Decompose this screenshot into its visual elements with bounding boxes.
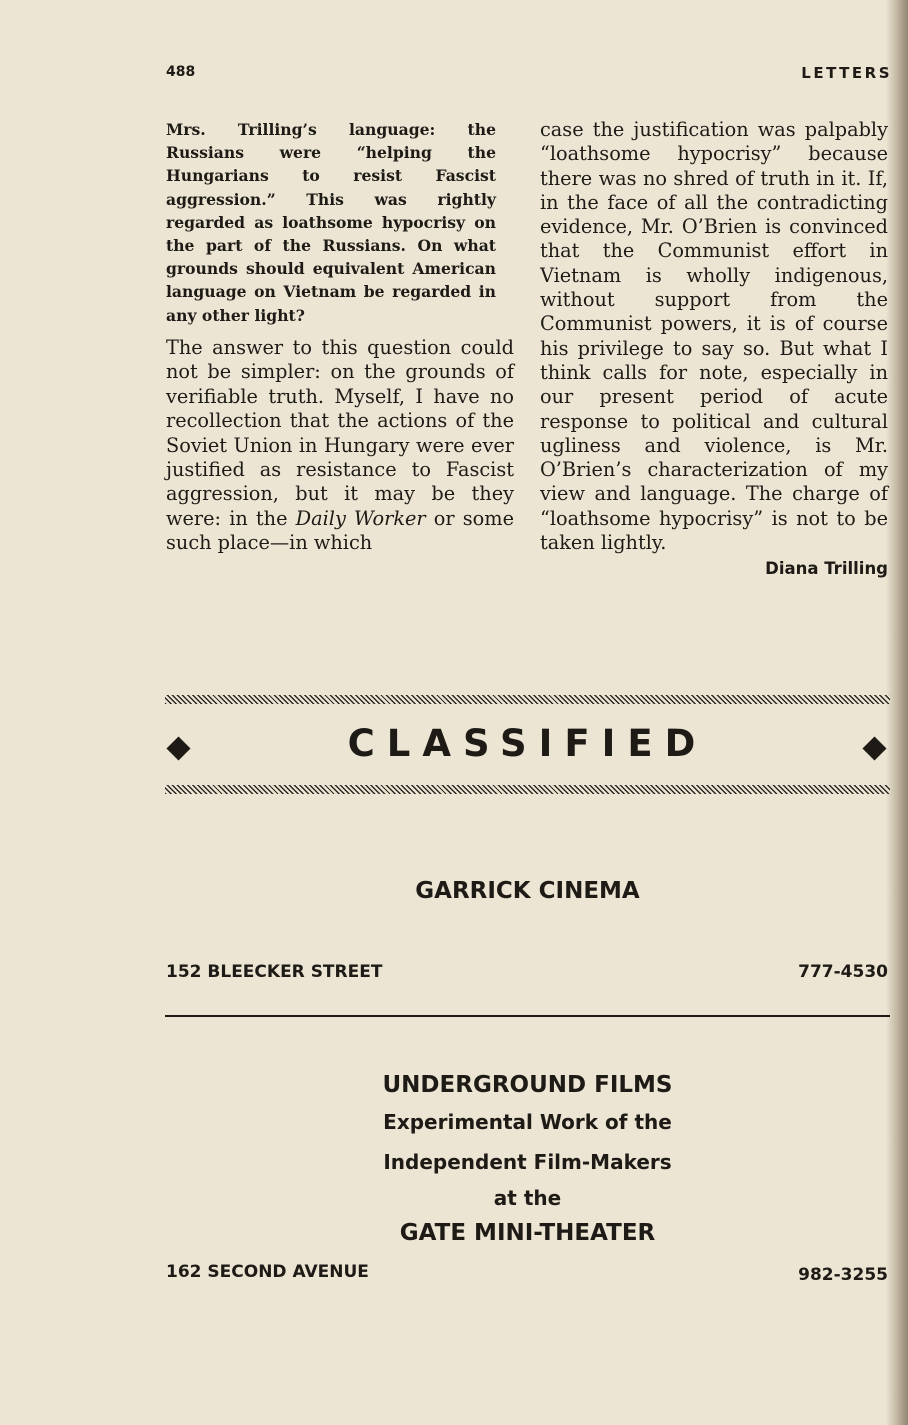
diamond-ornament-right-icon (862, 736, 886, 760)
section-name: LETTERS (801, 64, 892, 82)
page-edge-shadow (886, 0, 908, 1425)
ad-underground-line3: at the (493, 1186, 562, 1210)
quoted-passage-text: Mrs. Trilling’s language: the Russians were “helping the Hungarians to resist Fascist aggression.” This was rightly regarded as loathsome hypocrisy on the part of the Russians. On what grounds should equivalent American language on Vietnam be regarded in any other light? (166, 120, 496, 325)
daily-worker-title: Daily Worker (295, 506, 426, 530)
classified-heading: CLASSIFIED (347, 722, 708, 765)
ad-gate-address: 162 SECOND AVENUE (166, 1262, 369, 1282)
ad-garrick-address: 152 BLEECKER STREET (166, 962, 383, 982)
ad-gate-phone: 982-3255 (798, 1265, 888, 1285)
hatched-rule-top (165, 695, 890, 704)
quoted-passage (166, 118, 496, 327)
ad-underground-line1: Experimental Work of the (383, 1110, 672, 1134)
ad-divider-rule (165, 1015, 890, 1017)
ad-garrick-name: GARRICK CINEMA (415, 878, 640, 904)
running-head (166, 64, 892, 88)
ad-underground-line2: Independent Film-Makers (383, 1150, 672, 1174)
diamond-ornament-left-icon (166, 736, 190, 760)
answer-paragraph (166, 336, 514, 556)
ad-garrick-phone: 777-4530 (798, 962, 888, 982)
ad-underground-title: UNDERGROUND FILMS (382, 1072, 673, 1098)
signature: Diana Trilling (765, 559, 888, 579)
right-column (540, 118, 888, 582)
page-number: 488 (166, 64, 196, 80)
answer-text (166, 336, 514, 556)
hatched-rule-bottom (165, 785, 890, 794)
answer-text-part-1: The answer to this question could not be simpler: on the grounds of verifiable truth. Myself, I have no recollection that the actions of the Soviet Union in Hungary were ever justified as resistance to Fascist aggression, but it may be they were: in the (166, 336, 514, 530)
ad-gate-venue: GATE MINI-THEATER (399, 1220, 656, 1246)
answer-text-part-2: or some such place—in which (166, 506, 514, 555)
right-column-text: case the justification was palpably “loathsome hypocrisy” because there was no shred of truth in it. If, in the face of all the contradicting evidence, Mr. O’Brien is convinced that the Communist effort in Vietnam is wholly indigenous, without support from the Communist powers, it is of course his privilege to say so. But what I think calls for note, especially in our present period of acute response to political and cultural ugliness and violence, is Mr. O’Brien’s characterization of my view and language. The charge of “loathsome hypocrisy” is not to be taken lightly. (540, 118, 888, 555)
